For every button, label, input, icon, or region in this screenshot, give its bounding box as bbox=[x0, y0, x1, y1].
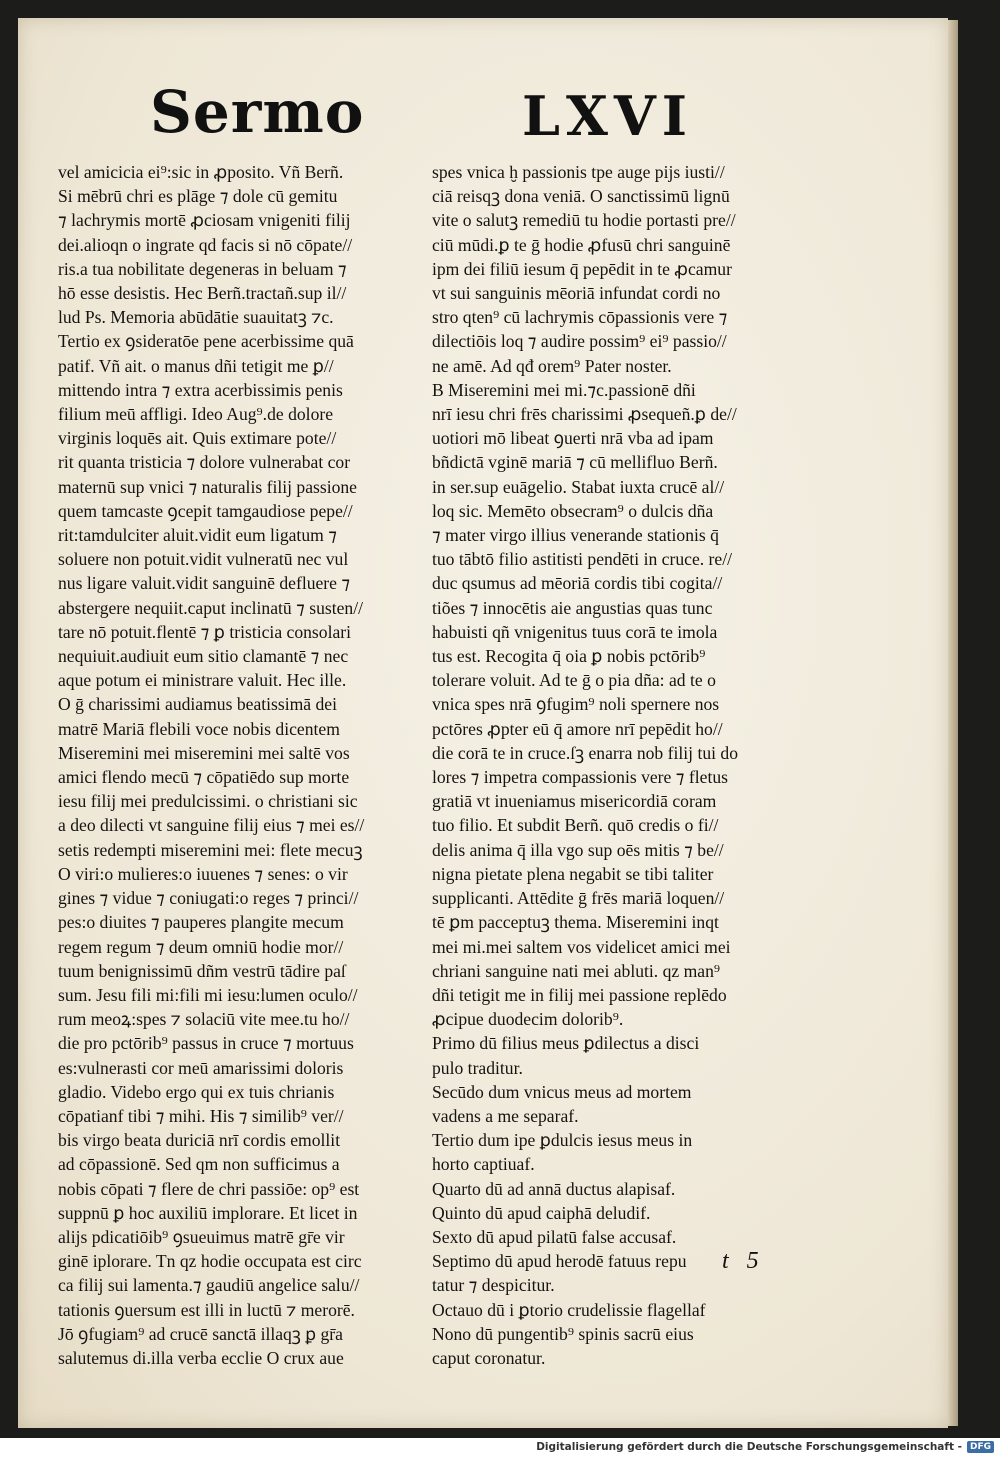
text-line: Jō ꝯfugiam⁹ ad crucē sanctā illaqꝫ ꝑ gr̄a bbox=[58, 1323, 343, 1344]
text-line: vnica spes nrā ꝯfugim⁹ noli spernere nos bbox=[432, 694, 720, 715]
text-line: tuo tābtō filio astitisti pendēti in cruce. re// bbox=[432, 549, 732, 570]
text-line: vt sui sanguinis mēoriā infundat cordi no bbox=[432, 283, 721, 304]
text-line: Septimo dū apud herodē fatuus repu bbox=[432, 1251, 687, 1272]
text-line: ginē iplorare. Tn qz hodie occupata est circ bbox=[58, 1251, 362, 1272]
text-line: matrē Mariā flebili voce nobis dicentem bbox=[58, 718, 340, 739]
text-line: stro qten⁹ cū lachrymis cōpassionis vere ⁊ bbox=[432, 307, 728, 328]
text-line: tare nō potuit.flentē ⁊ ꝑ tristicia consolari bbox=[58, 621, 352, 642]
text-line: vadens a me separaf. bbox=[432, 1105, 579, 1126]
text-line: tatur ⁊ despicitur. bbox=[432, 1275, 555, 1296]
text-line: ⁊ mater virgo illius venerande stationis q̄ bbox=[432, 525, 719, 546]
text-line: bis virgo beata duriciā nrī cordis emollit bbox=[58, 1130, 341, 1151]
text-line: gladio. Videbo ergo qui ex tuis chrianis bbox=[58, 1081, 335, 1102]
text-line: ꝓcipue duodecim dolorib⁹. bbox=[432, 1009, 624, 1030]
text-line: Si mēbrū chri es plāge ⁊ dole cū gemitu bbox=[58, 186, 338, 207]
text-line: tiões ⁊ innocētis aie angustias quas tunc bbox=[432, 597, 713, 618]
text-line: lud Ps. Memoria abūdātie suauitatꝫ ⁊c. bbox=[58, 307, 334, 328]
text-line: gratiā vt inueniamus misericordiā coram bbox=[432, 791, 717, 812]
text-line: pctōres ꝓpter eū q̄ amore nrī pepēdit ho// bbox=[432, 718, 723, 739]
text-line: rit:tamdulciter aluit.vidit eum ligatum ⁊ bbox=[58, 525, 337, 546]
text-line: abstergere nequiit.caput inclinatū ⁊ susten// bbox=[58, 597, 363, 618]
text-line: rit quanta tristicia ⁊ dolore vulnerabat cor bbox=[58, 452, 351, 473]
text-line: Tertio dum ipe ꝑdulcis iesus meus in bbox=[432, 1130, 693, 1151]
text-line: Octauo dū i ꝑtorio crudelissie flagellaf bbox=[432, 1299, 706, 1320]
text-line: bñdictā vginē mariā ⁊ cū mellifluo Berñ. bbox=[432, 452, 718, 473]
text-line: ciū mūdi.ꝑ te ḡ hodie ꝓfusū chri sanguinē bbox=[432, 234, 731, 255]
text-line: tolerare voluit. Ad te ḡ o pia dña: ad te o bbox=[432, 670, 716, 691]
text-line: tuum benignissimū dñm vestrū tādire paſ bbox=[58, 960, 346, 981]
text-line: sum. Jesu fili mi:fili mi iesu:lumen oculo// bbox=[58, 984, 358, 1005]
folio-number: LXVI bbox=[522, 84, 694, 148]
text-line: loq sic. Memēto obsecram⁹ o dulcis dña bbox=[432, 500, 714, 521]
text-line: dilectiōis loq ⁊ audire possim⁹ ei⁹ passio// bbox=[432, 331, 727, 352]
text-line: Quinto dū apud caiphā deludif. bbox=[432, 1202, 651, 1223]
text-line: quem tamcaste ꝯcepit tamgaudiose pepe// bbox=[58, 500, 353, 521]
text-line: O viri:o mulieres:o iuuenes ⁊ senes: o vir bbox=[58, 863, 348, 884]
dfg-logo[interactable]: DFG bbox=[967, 1441, 994, 1453]
text-line: soluere non potuit.vidit vulneratū nec vul bbox=[58, 549, 349, 570]
running-title: Sermo bbox=[150, 78, 365, 146]
text-line: die corā te in cruce.ſꝫ enarra nob filij tui do bbox=[432, 742, 739, 763]
text-line: patif. Vñ ait. o manus dñi tetigit me ꝑ// bbox=[58, 355, 334, 376]
text-line: die pro pctōrib⁹ passus in cruce ⁊ mortuus bbox=[58, 1033, 354, 1054]
footer-bar bbox=[0, 1438, 1000, 1458]
text-line: nequiuit.audiuit eum sitio clamantē ⁊ nec bbox=[58, 646, 349, 667]
text-line: ca filij sui lamenta.⁊ gaudiū angelice salu// bbox=[58, 1275, 360, 1296]
text-line: chriani sanguine nati mei abluti. qz man⁹ bbox=[432, 960, 721, 981]
text-line: caput coronatur. bbox=[432, 1347, 546, 1368]
text-line: nus ligare valuit.vidit sanguinē defluere ⁊ bbox=[58, 573, 351, 594]
text-line: vel amicicia ei⁹:sic in ꝓposito. Vñ Berñ. bbox=[58, 162, 344, 182]
text-line: regem regum ⁊ deum omniū hodie mor// bbox=[58, 936, 344, 957]
text-line: ipm dei filiū iesum q̄ pepēdit in te ꝓcamur bbox=[432, 258, 732, 279]
text-line: a deo dilecti vt sanguine filij eius ⁊ mei es// bbox=[58, 815, 365, 836]
text-line: tus est. Recogita q̄ oia ꝑ nobis pctōrib⁹ bbox=[432, 646, 706, 667]
text-line: nobis cōpati ⁊ flere de chri passiōe: op⁹ est bbox=[58, 1178, 360, 1199]
footer-credit: Digitalisierung gefördert durch die Deutsche Forschungsgemeinschaft - bbox=[536, 1441, 962, 1453]
left-text-column bbox=[58, 160, 418, 1370]
text-line: Quarto dū ad annā ductus alapisaf. bbox=[432, 1178, 676, 1199]
text-line: aque potum ei ministrare valuit. Hec ille. bbox=[58, 670, 347, 691]
text-line: ris.a tua nobilitate degeneras in beluam ⁊ bbox=[58, 258, 347, 279]
text-line: delis anima q̄ illa vgo sup oēs mitis ⁊ be// bbox=[432, 839, 724, 860]
text-line: habuisti qñ vnigenitus tuus corā te imola bbox=[432, 621, 718, 642]
text-line: pulo traditur. bbox=[432, 1057, 523, 1078]
text-line: es:vulnerasti cor meū amarissimi doloris bbox=[58, 1057, 344, 1078]
text-line: setis redempti miseremini mei: flete mecuꝫ bbox=[58, 839, 363, 860]
text-line: Miseremini mei miseremini mei saltē vos bbox=[58, 742, 350, 763]
signature-mark: t 5 bbox=[722, 1248, 765, 1274]
text-line: vite o salutꝫ remediū tu hodie portasti pre// bbox=[432, 210, 736, 231]
text-line: tuo filio. Et subdit Berñ. quō credis o fi// bbox=[432, 815, 719, 836]
text-line: dei.alioqn o ingrate qd facis si nō cōpate// bbox=[58, 234, 353, 255]
text-line: filium meū affligi. Ideo Aug⁹.de dolore bbox=[58, 404, 334, 425]
text-line: hō esse desistis. Hec Berñ.tractañ.sup il// bbox=[58, 283, 347, 304]
text-line: rum meoꝝ:spes ⁊ solaciū vite mee.tu ho// bbox=[58, 1009, 350, 1030]
text-line: maternū sup vnici ⁊ naturalis filij passione bbox=[58, 476, 357, 497]
text-line: gines ⁊ vidue ⁊ coniugati:o reges ⁊ princi// bbox=[58, 888, 359, 909]
text-line: Nono dū pungentib⁹ spinis sacrū eius bbox=[432, 1323, 694, 1344]
text-line: salutemus di.illa verba ecclie O crux aue bbox=[58, 1347, 344, 1368]
text-line: horto captiuaf. bbox=[432, 1154, 535, 1175]
text-line: supplicanti. Attēdite ḡ frēs mariā loquen// bbox=[432, 888, 725, 909]
text-line: pes:o diuites ⁊ pauperes plangite mecum bbox=[58, 912, 344, 933]
text-line: O ḡ charissimi audiamus beatissimā dei bbox=[58, 694, 338, 715]
text-line: iesu filij mei predulcissimi. o christiani sic bbox=[58, 791, 358, 812]
text-line: B Miseremini mei mi.⁊c.passionē dñi bbox=[432, 379, 696, 400]
text-line: tationis ꝯuersum est illi in luctū ⁊ merorē. bbox=[58, 1299, 355, 1320]
text-line: amici flendo mecū ⁊ cōpatiēdo sup morte bbox=[58, 767, 350, 788]
text-line: nigna pietate plena negabit se tibi taliter bbox=[432, 863, 714, 884]
text-line: duc qsumus ad mēoriā cordis tibi cogita// bbox=[432, 573, 723, 594]
text-line: mei mi.mei saltem vos videlicet amici mei bbox=[432, 936, 731, 957]
text-line: uotiori mō libeat ꝯuerti nrā vba ad ipam bbox=[432, 428, 714, 449]
text-line: virginis loquēs ait. Quis extimare pote// bbox=[58, 428, 337, 449]
text-line: Tertio ex ꝯsideratōe pene acerbissime quā bbox=[58, 331, 354, 352]
text-line: Secūdo dum vnicus meus ad mortem bbox=[432, 1081, 692, 1102]
text-line: lores ⁊ impetra compassionis vere ⁊ fletus bbox=[432, 767, 728, 788]
text-line: Primo dū filius meus ꝑdilectus a disci bbox=[432, 1033, 700, 1054]
text-line: ⁊ lachrymis mortē ꝓciosam vnigeniti filij bbox=[58, 210, 351, 231]
right-text-column bbox=[432, 160, 804, 1370]
text-line: spes vnica ḫ passionis tpe auge pijs iusti// bbox=[432, 162, 725, 182]
text-line: ad cōpassionē. Sed qm non sufficimus a bbox=[58, 1154, 340, 1175]
text-line: tē ꝑm pacceptuꝫ thema. Miseremini inqt bbox=[432, 912, 719, 933]
text-line: ne amē. Ad qđ orem⁹ Pater noster. bbox=[432, 355, 672, 376]
text-line: dñi tetigit me in filij mei passione replēdo bbox=[432, 984, 727, 1005]
text-line: mittendo intra ⁊ extra acerbissimis penis bbox=[58, 379, 343, 400]
text-line: nrī iesu chri frēs charissimi ꝓsequeñ.ꝑ de// bbox=[432, 404, 737, 425]
text-line: alijs pdicatiōib⁹ ꝯsueuimus matrē gr̄e vir bbox=[58, 1226, 345, 1247]
text-line: Sexto dū apud pilatū false accusaf. bbox=[432, 1226, 677, 1247]
text-line: ciā reisqꝫ dona veniā. O sanctissimū lignū bbox=[432, 186, 730, 207]
text-line: suppnū ꝑ hoc auxiliū implorare. Et licet in bbox=[58, 1202, 358, 1223]
page-edge bbox=[948, 20, 958, 1426]
text-line: cōpatianf tibi ⁊ mihi. His ⁊ similib⁹ ver// bbox=[58, 1105, 344, 1126]
text-line: in ser.sup euāgelio. Stabat iuxta crucē al// bbox=[432, 476, 725, 497]
